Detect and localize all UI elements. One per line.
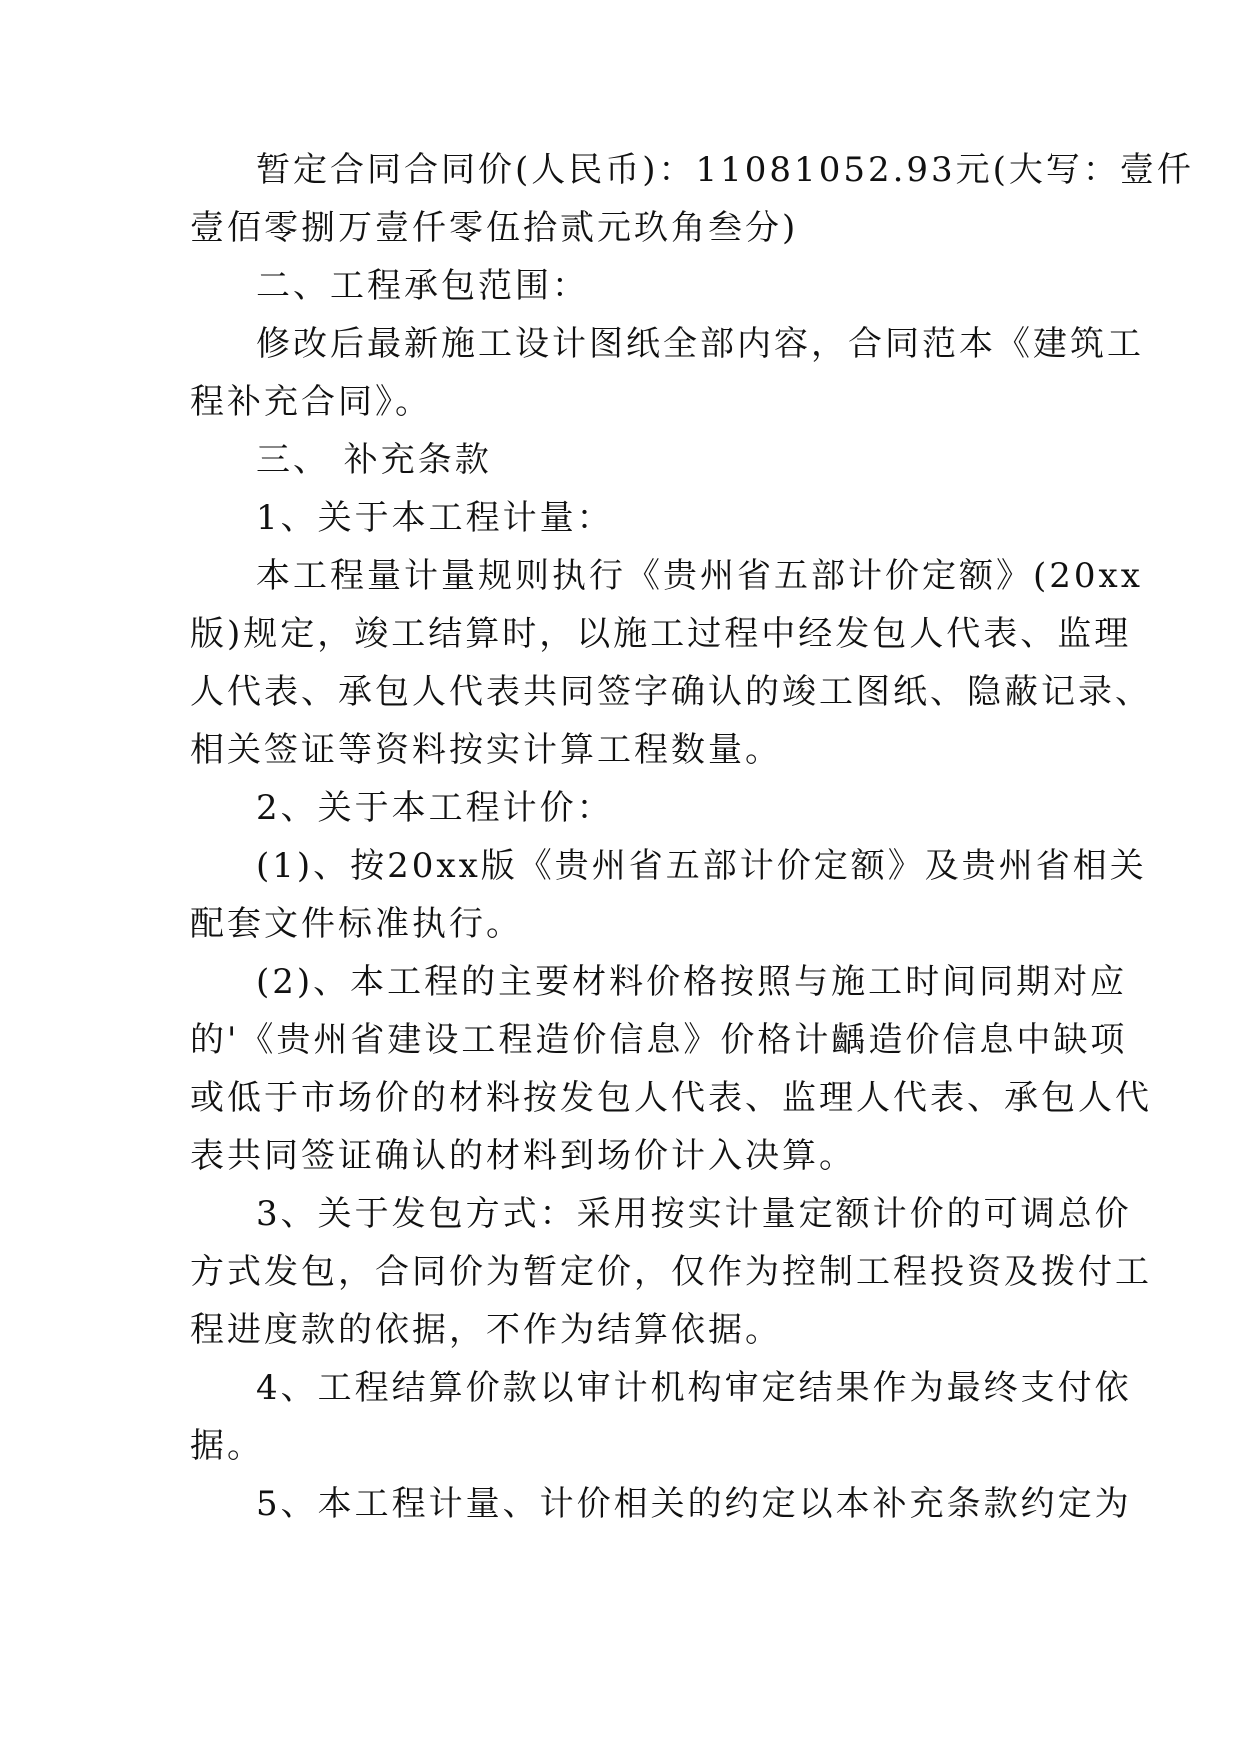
text-line-measurement: 人代表、承包人代表共同签字确认的竣工图纸、隐蔽记录、 (190, 672, 1152, 712)
text-line-price-words: 壹佰零捌万壹仟零伍拾贰元玖角叁分) (190, 208, 799, 248)
text-line-contracting-method: 程进度款的依据，不作为结算依据。 (190, 1310, 782, 1350)
text-line-measurement: 版)规定，竣工结算时，以施工过程中经发包人代表、监理 (190, 614, 1132, 654)
section-heading-supplementary: 三、 补充条款 (256, 440, 492, 480)
text-line-pricing-1: 配套文件标准执行。 (190, 904, 523, 944)
text-line-scope: 修改后最新施工设计图纸全部内容，合同范本《建筑工 (256, 324, 1144, 364)
section-heading-scope: 二、工程承包范围： (256, 266, 589, 306)
text-line-scope-cont: 程补充合同》。 (190, 382, 432, 422)
text-line-measurement: 相关签证等资料按实计算工程数量。 (190, 730, 782, 770)
text-line-measurement: 本工程量计量规则执行《贵州省五部计价定额》(20xx (256, 556, 1143, 596)
clause-heading-pricing: 2、关于本工程计价： (256, 788, 614, 828)
text-line-pricing-2: 表共同签证确认的材料到场价计入决算。 (190, 1136, 856, 1176)
clause-contracting-method: 3、关于发包方式：采用按实计量定额计价的可调总价 (256, 1194, 1132, 1234)
text-line-settlement: 据。 (190, 1426, 264, 1466)
text-line-pricing-2: 或低于市场价的材料按发包人代表、监理人代表、承包人代 (190, 1078, 1152, 1118)
text-line-pricing-1: (1)、按20xx版《贵州省五部计价定额》及贵州省相关 (256, 846, 1147, 886)
text-line-pricing-2: 的'《贵州省建设工程造价信息》价格计齲造价信息中缺项 (190, 1020, 1128, 1060)
text-line-contracting-method: 方式发包，合同价为暂定价，仅作为控制工程投资及拨付工 (190, 1252, 1152, 1292)
text-line-pricing-2: (2)、本工程的主要材料价格按照与施工时间同期对应 (256, 962, 1128, 1002)
text-line-price: 暂定合同合同价(人民币)：11081052.93元(大写：壹仟 (256, 150, 1194, 190)
clause-settlement: 4、工程结算价款以审计机构审定结果作为最终支付依 (256, 1368, 1132, 1408)
clause-heading-measurement: 1、关于本工程计量： (256, 498, 614, 538)
clause-agreement: 5、本工程计量、计价相关的约定以本补充条款约定为 (256, 1484, 1132, 1524)
